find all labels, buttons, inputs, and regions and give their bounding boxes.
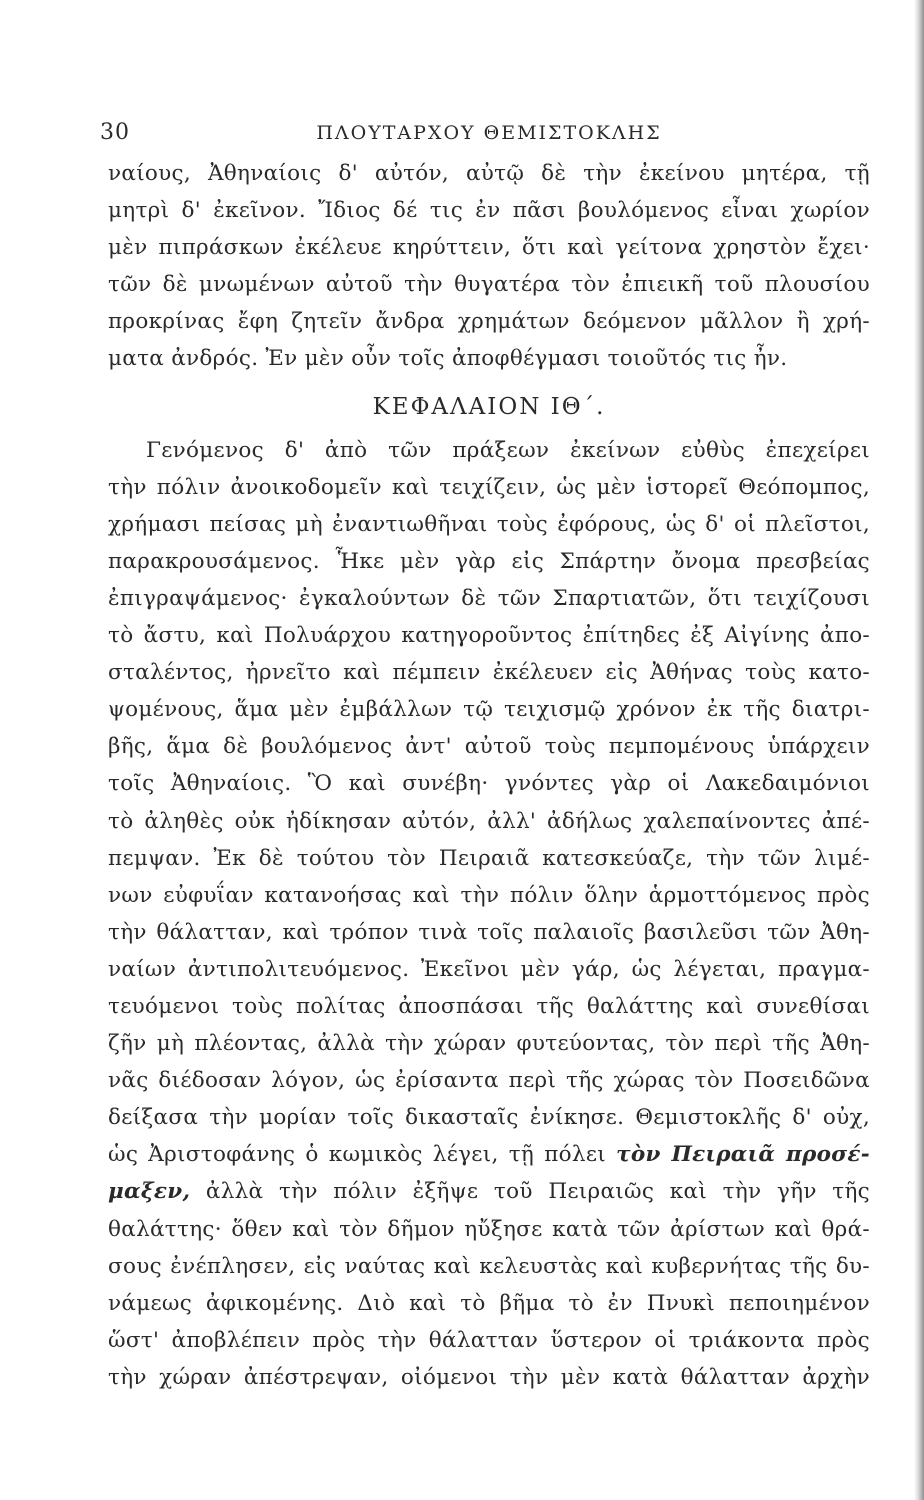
text-line: ναίων ἀντιπολιτευόμενος. Ἐκεῖνοι μὲν γάρ, ὡς λέγεται, πραγμα-: [108, 956, 870, 982]
text-line: ζῆν μὴ πλέοντας, ἀλλὰ τὴν χώραν φυτεύοντας, τὸν περὶ τῆς Ἀθη-: [108, 1031, 870, 1057]
emphasized-text: μαξεν,: [108, 1179, 191, 1205]
text-line: τῶν δὲ μνωμένων αὐτοῦ τὴν θυγατέρα τὸν ἐπιεικῆ τοῦ πλουσίου: [108, 272, 870, 298]
text-segment: ὡς Ἀριστοφάνης ὁ κωμικὸς λέγει, τῇ πόλει: [108, 1142, 617, 1168]
text-body: [108, 155, 870, 1396]
text-line: ἐπιγραψάμενος· ἐγκαλούντων δὲ τῶν Σπαρτιατῶν, ὅτι τειχίζουσι: [108, 585, 870, 611]
page-number: 30: [100, 120, 130, 145]
page-header: [100, 112, 870, 152]
text-line: ψομένους, ἅμα μὲν ἐμβάλλων τῷ τειχισμῷ χρόνον ἐκ τῆς διατρι-: [108, 697, 870, 723]
text-line: τὸ ἀληθὲς οὐκ ἠδίκησαν αὐτόν, ἀλλ' ἀδήλως χαλεπαίνοντες ἀπέ-: [108, 808, 870, 834]
text-line-emphasis: [108, 1173, 870, 1210]
text-line: τὴν θάλατταν, καὶ τρόπον τινὰ τοῖς παλαιοῖς βασιλεῦσι τῶν Ἀθη-: [108, 919, 870, 945]
text-line: δείξασα τὴν μορίαν τοῖς δικασταῖς ἐνίκησε. Θεμιστοκλῆς δ' οὐχ,: [108, 1105, 870, 1131]
text-line-content: Γενόμενος δ' ἀπὸ τῶν πράξεων ἐκείνων εὐθὺς ἐπεχείρει: [146, 437, 870, 463]
text-line: σταλέντος, ἠρνεῖτο καὶ πέμπειν ἐκέλευεν εἰς Ἀθήνας τοὺς κατο-: [108, 660, 870, 686]
text-line: μητρὶ δ' ἐκεῖνον. Ἴδιος δέ τις ἐν πᾶσι βουλόμενος εἶναι χωρίον: [108, 198, 870, 224]
text-line: σους ἐνέπλησεν, εἰς ναύτας καὶ κελευστὰς καὶ κυβερνήτας τῆς δυ-: [108, 1253, 870, 1279]
text-line: νάμεως ἀφικομένης. Διὸ καὶ τὸ βῆμα τὸ ἐν Πνυκὶ πεποιημένον: [108, 1290, 870, 1316]
text-line-emphasis: [108, 1136, 870, 1173]
text-line: τοῖς Ἀθηναίοις. Ὃ καὶ συνέβη· γνόντες γὰρ οἱ Λακεδαιμόνιοι: [108, 771, 870, 797]
text-line: πεμψαν. Ἐκ δὲ τούτου τὸν Πειραιᾶ κατεσκεύαζε, τὴν τῶν λιμέ-: [108, 845, 870, 871]
text-line: προκρίνας ἔφη ζητεῖν ἄνδρα χρημάτων δεόμενον μᾶλλον ἢ χρή-: [108, 309, 870, 335]
text-line: μὲν πιπράσκων ἐκέλευε κηρύττειν, ὅτι καὶ γείτονα χρηστὸν ἔχει·: [108, 235, 870, 261]
text-line: ναίους, Ἀθηναίοις δ' αὐτόν, αὐτῷ δὲ τὴν ἐκείνου μητέρα, τῇ: [108, 161, 870, 186]
text-line: νᾶς διέδοσαν λόγον, ὡς ἐρίσαντα περὶ τῆς χώρας τὸν Ποσειδῶνα: [108, 1068, 870, 1094]
text-segment: ἀλλὰ τὴν πόλιν ἐξῆψε τοῦ Πειραιῶς καὶ τὴν γῆν τῆς: [190, 1179, 870, 1205]
scan-edge-shadow: [914, 0, 924, 1500]
chapter-heading: ΚΕΦΑΛΑΙΟΝ ΙΘ΄.: [372, 393, 606, 420]
text-line: νων εὐφυΐαν κατανοήσας καὶ τὴν πόλιν ὅλην ἁρμοττόμενος πρὸς: [108, 882, 870, 908]
text-line: ματα ἀνδρός. Ἐν μὲν οὖν τοῖς ἀποφθέγμασι τοιοῦτός τις ἦν.: [108, 346, 788, 372]
text-line: παρακρουσάμενος. Ἧκε μὲν γὰρ εἰς Σπάρτην ὄνομα πρεσβείας: [108, 548, 870, 574]
book-page: [100, 112, 870, 1396]
text-line: θαλάττης· ὅθεν καὶ τὸν δῆμον ηὔξησε κατὰ τῶν ἀρίστων καὶ θρά-: [108, 1216, 870, 1242]
text-line: τευόμενοι τοὺς πολίτας ἀποσπάσαι τῆς θαλάττης καὶ συνεθίσαι: [108, 993, 870, 1019]
text-line-indented: [108, 432, 870, 469]
text-line: χρήμασι πείσας μὴ ἐναντιωθῆναι τοὺς ἐφόρους, ὡς δ' οἱ πλεῖστοι,: [108, 511, 870, 537]
text-line: βῆς, ἅμα δὲ βουλόμενος ἀντ' αὐτοῦ τοὺς πεμπομένους ὑπάρχειν: [108, 734, 870, 760]
text-line: τὸ ἄστυ, καὶ Πολυάρχου κατηγοροῦντος ἐπίτηδες ἐξ Αἰγίνης ἀπο-: [108, 623, 870, 649]
running-title: ΠΛΟΥΤΑΡΧΟΥ ΘΕΜΙΣΤΟΚΛΗΣ: [316, 122, 662, 144]
text-line: ὥστ' ἀποβλέπειν πρὸς τὴν θάλατταν ὕστερον οἱ τριάκοντα πρὸς: [108, 1327, 870, 1353]
text-line: τὴν πόλιν ἀνοικοδομεῖν καὶ τειχίζειν, ὡς μὲν ἱστορεῖ Θεόπομπος,: [108, 474, 870, 500]
text-line: τὴν χώραν ἀπέστρεψαν, οἰόμενοι τὴν μὲν κατὰ θάλατταν ἀρχὴν: [108, 1364, 870, 1390]
emphasized-text: τὸν Πειραιᾶ προσέ-: [616, 1142, 870, 1168]
